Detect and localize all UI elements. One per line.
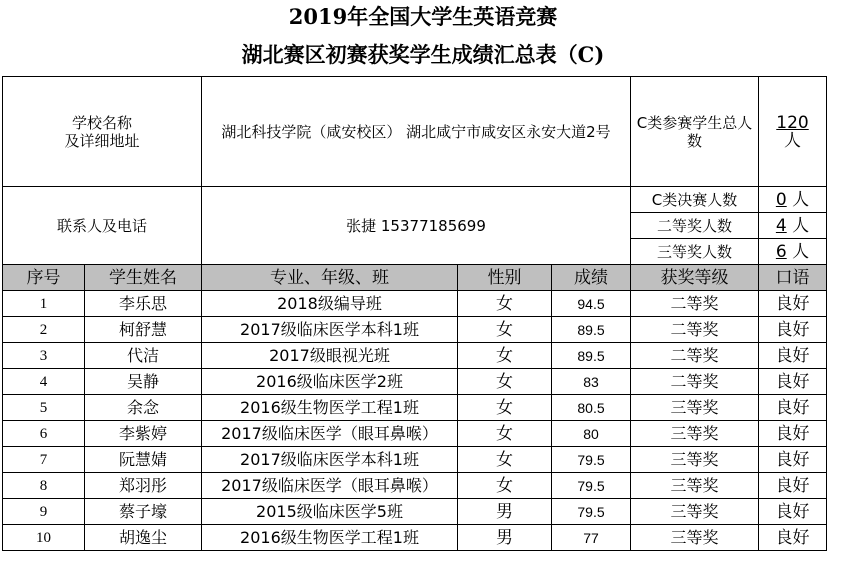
final-count-unit: 人 [792,189,810,210]
contact-label: 联系人及电话 [3,187,202,265]
award-cell: 三等奖 [631,447,759,473]
award-cell: 三等奖 [631,421,759,447]
class-cell: 2018级编导班 [202,291,458,317]
award-cell: 三等奖 [631,499,759,525]
table-row [3,525,827,551]
table-body [3,291,827,551]
score-cell: 80 [552,421,631,447]
final-count: 0 [775,189,787,210]
class-cell: 2016级临床医学2班 [202,369,458,395]
seq-cell: 3 [3,343,85,369]
score-cell: 79.5 [552,447,631,473]
name-cell: 郑羽彤 [85,473,202,499]
oral-cell: 良好 [759,499,827,525]
header-cell: 专业、年级、班 [202,265,458,291]
seq-cell: 9 [3,499,85,525]
table-row [3,395,827,421]
award-cell: 三等奖 [631,473,759,499]
second-prize-unit: 人 [792,215,810,236]
table-row [3,473,827,499]
class-cell: 2017级临床医学（眼耳鼻喉） [202,421,458,447]
class-cell: 2017级临床医学本科1班 [202,447,458,473]
class-cell: 2015级临床医学5班 [202,499,458,525]
third-prize-count: 6 [775,241,787,262]
header-cell: 口语 [759,265,827,291]
score-cell: 89.5 [552,317,631,343]
award-cell: 二等奖 [631,291,759,317]
total-count-cell [759,77,827,187]
header-cell: 获奖等级 [631,265,759,291]
class-cell: 2016级生物医学工程1班 [202,525,458,551]
oral-cell: 良好 [759,447,827,473]
class-cell: 2017级眼视光班 [202,343,458,369]
gender-cell: 女 [458,421,552,447]
score-cell: 77 [552,525,631,551]
oral-cell: 良好 [759,369,827,395]
oral-cell: 良好 [759,525,827,551]
total-label: C类参赛学生总人数 [631,77,759,187]
title-line-2: 湖北赛区初赛获奖学生成绩汇总表（C) [241,42,605,67]
name-cell: 李紫婷 [85,421,202,447]
oral-cell: 良好 [759,317,827,343]
name-cell: 蔡子壕 [85,499,202,525]
gender-cell: 女 [458,317,552,343]
contact-value: 张捷 15377185699 [202,187,631,265]
third-prize-cell [759,239,827,265]
seq-cell: 6 [3,421,85,447]
name-cell: 柯舒慧 [85,317,202,343]
final-count-cell [759,187,827,213]
second-prize-count: 4 [775,215,787,236]
award-cell: 二等奖 [631,317,759,343]
final-count-label: C类决赛人数 [631,187,759,213]
third-prize-unit: 人 [792,241,810,262]
oral-cell: 良好 [759,421,827,447]
table-row [3,343,827,369]
class-cell: 2016级生物医学工程1班 [202,395,458,421]
total-unit: 人 [784,130,801,151]
seq-cell: 1 [3,291,85,317]
score-cell: 79.5 [552,473,631,499]
score-cell: 80.5 [552,395,631,421]
gender-cell: 女 [458,447,552,473]
gender-cell: 女 [458,343,552,369]
award-cell: 三等奖 [631,525,759,551]
gender-cell: 女 [458,369,552,395]
oral-cell: 良好 [759,473,827,499]
gender-cell: 女 [458,291,552,317]
total-count: 120 [776,112,809,133]
third-prize-label: 三等奖人数 [631,239,759,265]
score-table [2,76,827,551]
table-row [3,291,827,317]
class-cell: 2017级临床医学本科1班 [202,317,458,343]
award-cell: 二等奖 [631,369,759,395]
school-label: 学校名称 及详细地址 [3,77,202,187]
seq-cell: 10 [3,525,85,551]
table-header-row [3,265,827,291]
score-cell: 94.5 [552,291,631,317]
table-row [3,499,827,525]
name-cell: 代洁 [85,343,202,369]
award-cell: 二等奖 [631,343,759,369]
second-prize-label: 二等奖人数 [631,213,759,239]
oral-cell: 良好 [759,343,827,369]
header-cell: 性别 [458,265,552,291]
oral-cell: 良好 [759,395,827,421]
class-cell: 2017级临床医学（眼耳鼻喉） [202,473,458,499]
oral-cell: 良好 [759,291,827,317]
award-cell: 三等奖 [631,395,759,421]
name-cell: 胡逸尘 [85,525,202,551]
table-row [3,317,827,343]
seq-cell: 5 [3,395,85,421]
header-cell: 成绩 [552,265,631,291]
name-cell: 余念 [85,395,202,421]
school-value: 湖北科技学院（咸安校区） 湖北咸宁市咸安区永安大道2号 [202,77,631,187]
seq-cell: 8 [3,473,85,499]
table-row [3,369,827,395]
header-cell: 序号 [3,265,85,291]
name-cell: 阮慧婧 [85,447,202,473]
gender-cell: 男 [458,499,552,525]
gender-cell: 男 [458,525,552,551]
header-cell: 学生姓名 [85,265,202,291]
name-cell: 吴静 [85,369,202,395]
second-prize-cell [759,213,827,239]
table-row [3,447,827,473]
gender-cell: 女 [458,473,552,499]
table-row [3,421,827,447]
score-cell: 83 [552,369,631,395]
seq-cell: 2 [3,317,85,343]
score-cell: 89.5 [552,343,631,369]
seq-cell: 4 [3,369,85,395]
gender-cell: 女 [458,395,552,421]
title-line-1: 2019年全国大学生英语竞赛 [288,4,558,29]
name-cell: 李乐思 [85,291,202,317]
score-cell: 79.5 [552,499,631,525]
seq-cell: 7 [3,447,85,473]
